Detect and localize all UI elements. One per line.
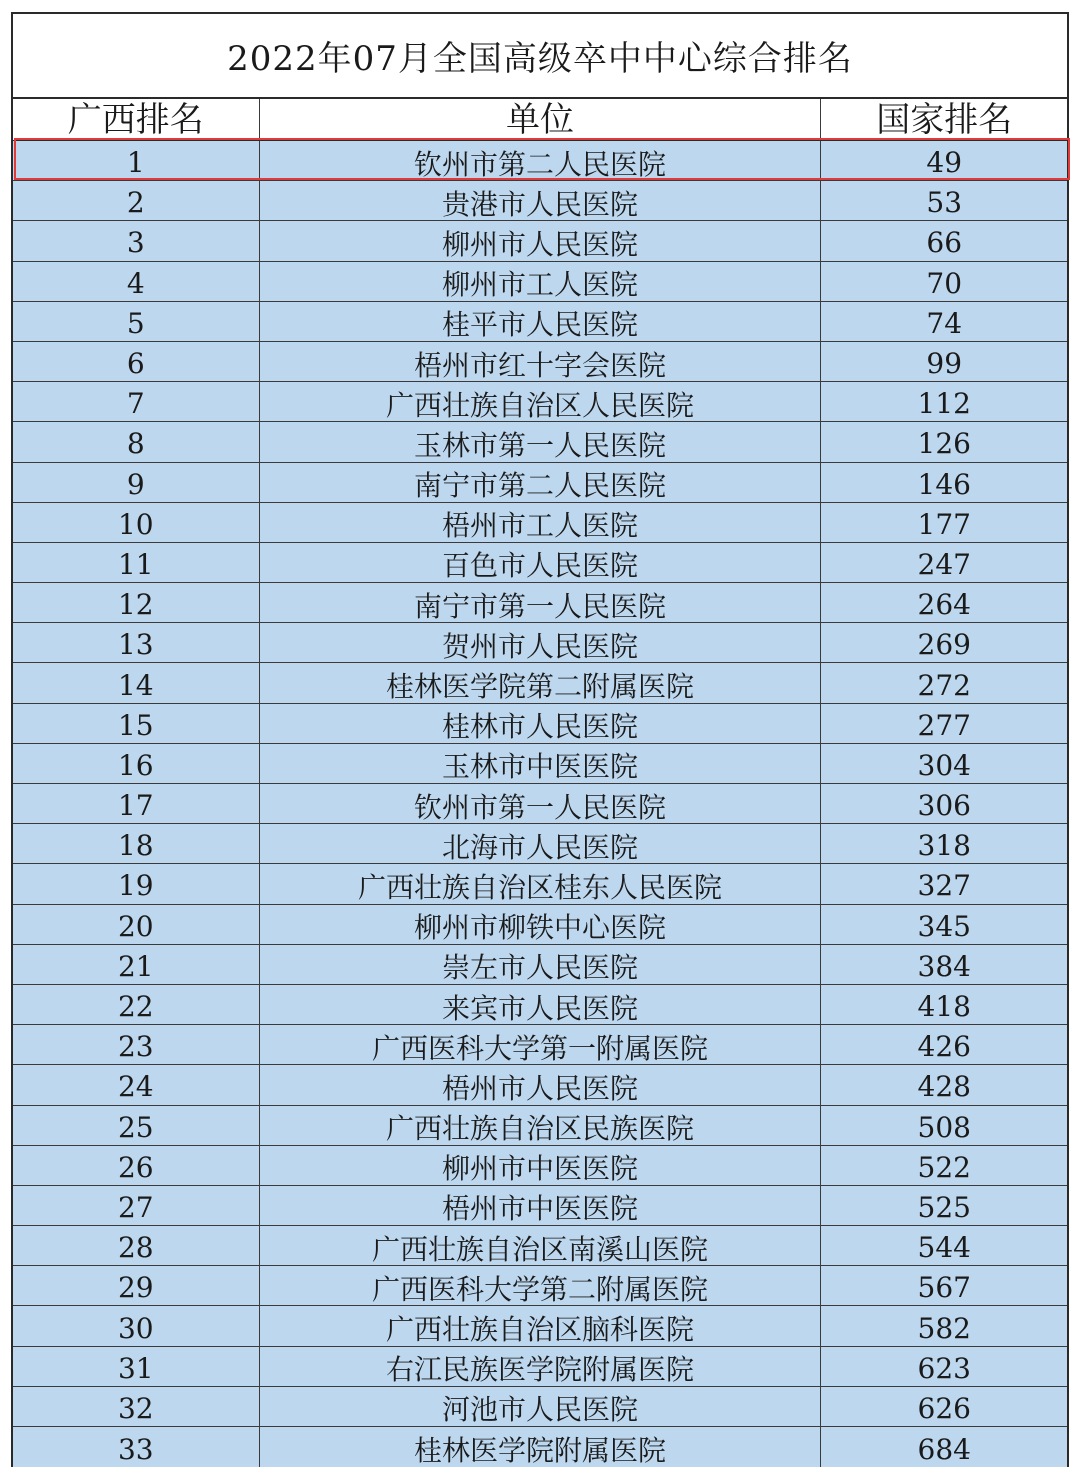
cell-national-rank: 304 [917,748,971,782]
cell-guangxi-rank: 19 [13,864,260,903]
cell-unit: 南宁市第一人民医院 [260,583,822,622]
cell-guangxi-rank: 27 [13,1186,260,1225]
cell-guangxi-rank: 17 [13,784,260,823]
cell-guangxi-rank: 5 [13,302,260,341]
table-row [13,1347,1067,1387]
cell-guangxi-rank: 6 [13,342,260,381]
cell-guangxi-rank: 14 [13,663,260,702]
cell-guangxi-rank: 12 [13,583,260,622]
table-row [13,1427,1067,1467]
cell-national-rank: 177 [917,507,971,541]
cell-national-rank: 66 [926,226,963,260]
table-row [13,221,1067,261]
cell-unit: 钦州市第二人民医院 [260,141,822,180]
cell-national-rank: 74 [926,306,963,340]
cell-guangxi-rank: 8 [13,422,260,461]
cell-national-rank: 247 [917,547,971,581]
cell-unit: 桂林医学院第二附属医院 [260,663,822,702]
cell-national-rank: 112 [917,387,971,421]
table-row [13,342,1067,382]
cell-unit: 梧州市中医医院 [260,1186,822,1225]
table-row [13,1226,1067,1266]
cell-guangxi-rank: 2 [13,181,260,220]
cell-national-rank: 582 [917,1311,971,1345]
cell-guangxi-rank: 26 [13,1146,260,1185]
table-row [13,905,1067,945]
cell-unit: 桂林市人民医院 [260,704,822,743]
cell-unit: 钦州市第一人民医院 [260,784,822,823]
cell-unit: 广西壮族自治区脑科医院 [260,1306,822,1345]
cell-national-rank: 345 [917,909,971,943]
cell-guangxi-rank: 1 [13,141,260,180]
cell-national-rank: 53 [926,186,963,220]
table-row [13,1106,1067,1146]
cell-unit: 广西壮族自治区桂东人民医院 [260,864,822,903]
table-body [13,141,1067,1467]
cell-national-rank: 318 [917,829,971,863]
cell-national-rank: 99 [926,347,963,381]
cell-unit: 崇左市人民医院 [260,945,822,984]
cell-national-rank: 306 [917,789,971,823]
cell-unit: 梧州市工人医院 [260,503,822,542]
cell-unit: 北海市人民医院 [260,824,822,863]
cell-guangxi-rank: 11 [13,543,260,582]
cell-national-rank: 522 [917,1150,971,1184]
cell-guangxi-rank: 16 [13,744,260,783]
cell-national-rank: 428 [917,1070,971,1104]
cell-national-rank: 327 [917,869,971,903]
header-row [13,99,1067,141]
table-row [13,1065,1067,1105]
cell-national-rank: 272 [917,668,971,702]
cell-unit: 广西医科大学第一附属医院 [260,1025,822,1064]
cell-unit: 柳州市中医医院 [260,1146,822,1185]
cell-guangxi-rank: 9 [13,463,260,502]
cell-unit: 桂林医学院附属医院 [260,1427,822,1467]
cell-guangxi-rank: 21 [13,945,260,984]
cell-unit: 梧州市红十字会医院 [260,342,822,381]
cell-guangxi-rank: 31 [13,1347,260,1386]
header-national-rank: 国家排名 [876,99,1013,140]
cell-guangxi-rank: 28 [13,1226,260,1265]
cell-national-rank: 623 [917,1351,971,1385]
cell-guangxi-rank: 22 [13,985,260,1024]
table-row [13,262,1067,302]
cell-unit: 柳州市柳铁中心医院 [260,905,822,944]
table-row [13,543,1067,583]
header-unit: 单位 [260,99,822,140]
table-row [13,824,1067,864]
cell-national-rank: 626 [917,1391,971,1425]
cell-guangxi-rank: 24 [13,1065,260,1104]
cell-national-rank: 264 [917,588,971,622]
table-row [13,382,1067,422]
cell-national-rank: 269 [917,628,971,662]
cell-unit: 南宁市第二人民医院 [260,463,822,502]
cell-unit: 右江民族医学院附属医院 [260,1347,822,1386]
cell-unit: 贺州市人民医院 [260,623,822,662]
ranking-table [11,12,1069,1467]
cell-guangxi-rank: 23 [13,1025,260,1064]
cell-guangxi-rank: 30 [13,1306,260,1345]
cell-unit: 百色市人民医院 [260,543,822,582]
table-row [13,181,1067,221]
cell-guangxi-rank: 13 [13,623,260,662]
table-row [13,663,1067,703]
cell-national-rank: 277 [917,708,971,742]
cell-guangxi-rank: 4 [13,262,260,301]
cell-national-rank: 567 [917,1271,971,1305]
cell-national-rank: 508 [917,1110,971,1144]
cell-guangxi-rank: 20 [13,905,260,944]
table-row [13,1025,1067,1065]
table-row [13,1186,1067,1226]
cell-unit: 广西壮族自治区南溪山医院 [260,1226,822,1265]
table-row [13,583,1067,623]
cell-national-rank: 684 [917,1432,971,1466]
cell-national-rank: 384 [917,949,971,983]
cell-national-rank: 49 [926,146,963,180]
cell-guangxi-rank: 3 [13,221,260,260]
table-row [13,503,1067,543]
cell-national-rank: 146 [917,467,971,501]
cell-unit: 玉林市中医医院 [260,744,822,783]
cell-unit: 来宾市人民医院 [260,985,822,1024]
table-row [13,985,1067,1025]
cell-unit: 梧州市人民医院 [260,1065,822,1104]
cell-guangxi-rank: 33 [13,1427,260,1467]
table-row [13,1306,1067,1346]
cell-guangxi-rank: 7 [13,382,260,421]
table-row [13,864,1067,904]
cell-unit: 柳州市人民医院 [260,221,822,260]
table-row [13,1387,1067,1427]
cell-unit: 玉林市第一人民医院 [260,422,822,461]
table-row [13,744,1067,784]
cell-guangxi-rank: 25 [13,1106,260,1145]
cell-guangxi-rank: 18 [13,824,260,863]
table-title: 2022年07月全国高级卒中中心综合排名 [13,14,1067,99]
table-row [13,704,1067,744]
cell-national-rank: 525 [917,1190,971,1224]
table-row [13,623,1067,663]
cell-national-rank: 426 [917,1030,971,1064]
table-row [13,1266,1067,1306]
table-row [13,784,1067,824]
cell-guangxi-rank: 10 [13,503,260,542]
cell-unit: 广西壮族自治区民族医院 [260,1106,822,1145]
table-row [13,463,1067,503]
table-row [13,422,1067,462]
header-guangxi-rank: 广西排名 [13,99,260,140]
table-row [13,141,1067,181]
cell-unit: 贵港市人民医院 [260,181,822,220]
table-row [13,302,1067,342]
table-row [13,945,1067,985]
cell-unit: 桂平市人民医院 [260,302,822,341]
cell-national-rank: 418 [917,990,971,1024]
cell-guangxi-rank: 15 [13,704,260,743]
cell-national-rank: 126 [917,427,971,461]
cell-national-rank: 70 [926,266,963,300]
table-row [13,1146,1067,1186]
cell-guangxi-rank: 32 [13,1387,260,1426]
cell-unit: 广西医科大学第二附属医院 [260,1266,822,1305]
cell-unit: 河池市人民医院 [260,1387,822,1426]
cell-national-rank: 544 [917,1231,971,1265]
cell-guangxi-rank: 29 [13,1266,260,1305]
cell-unit: 广西壮族自治区人民医院 [260,382,822,421]
cell-unit: 柳州市工人医院 [260,262,822,301]
